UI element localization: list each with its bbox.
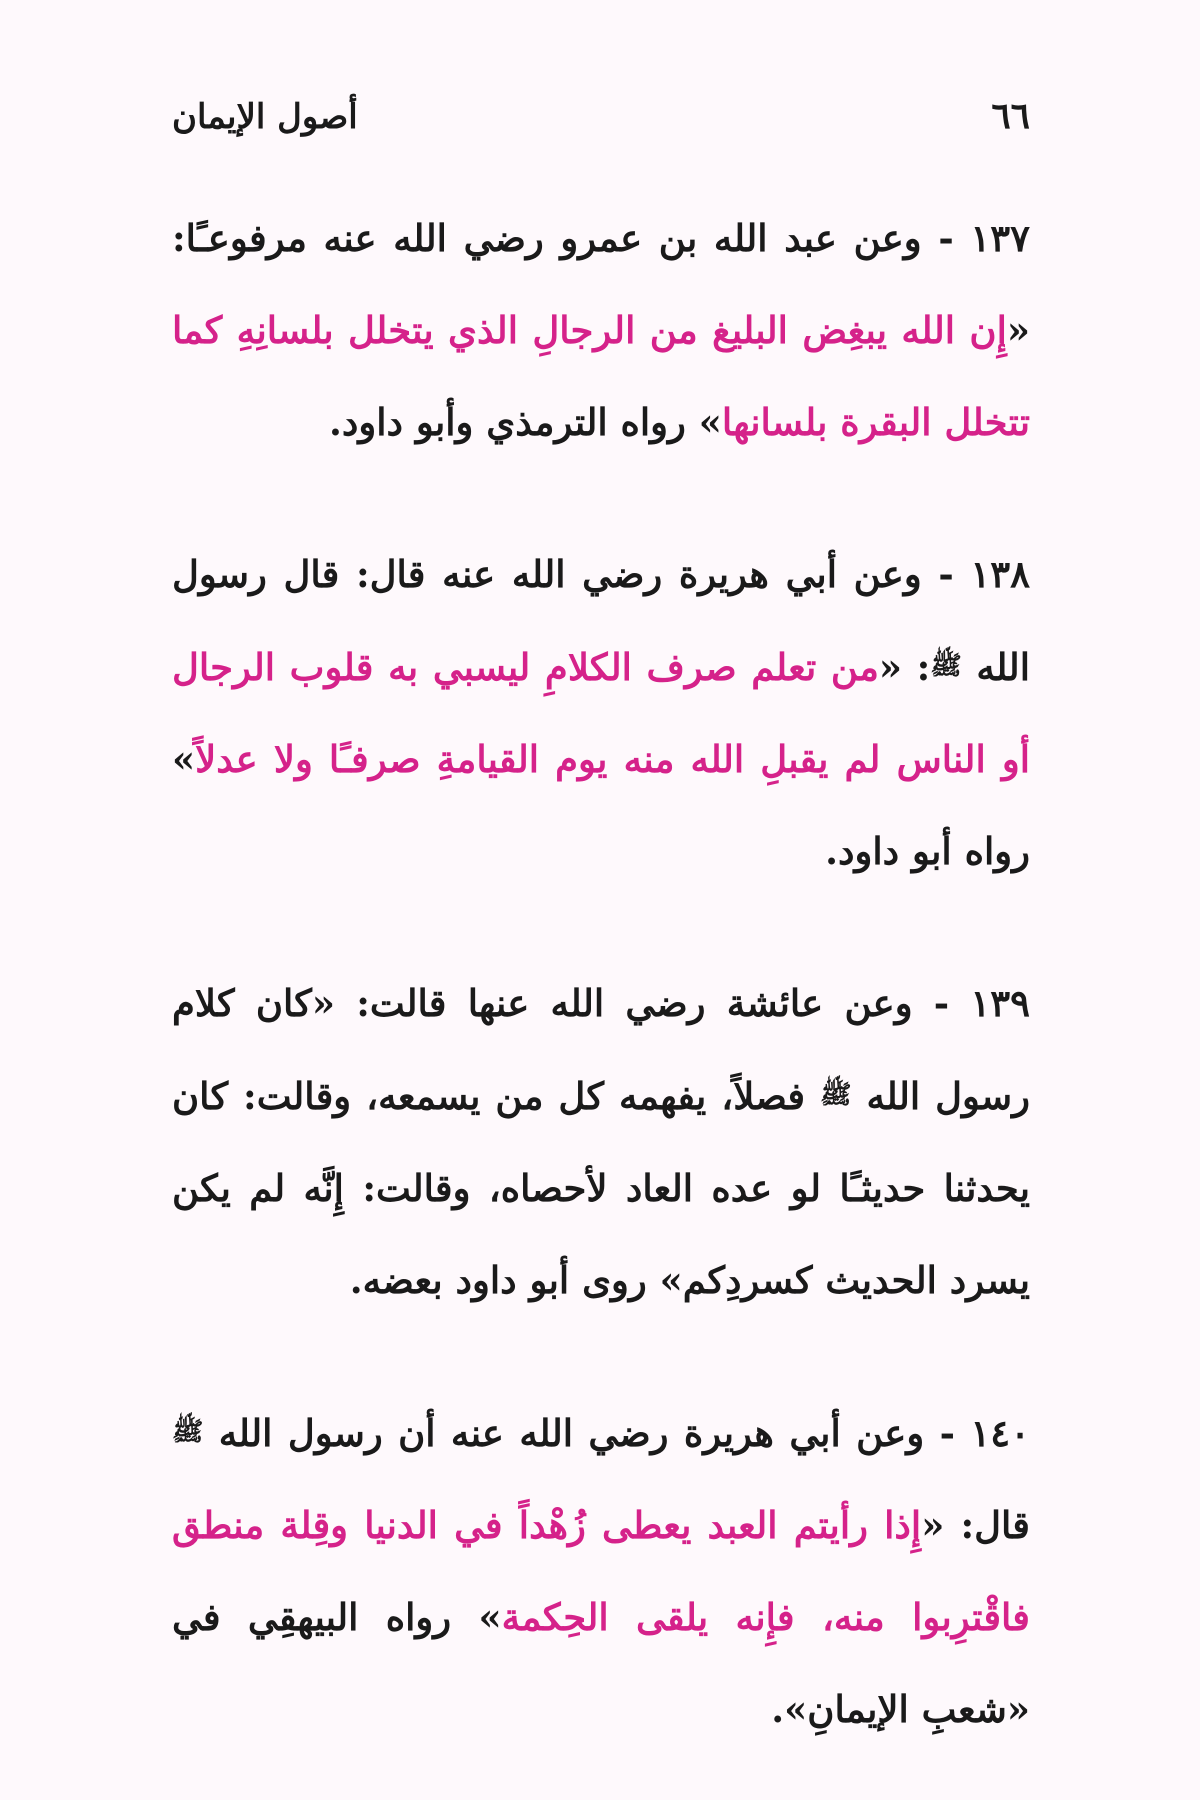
hadith-139	[172, 957, 1030, 1326]
hadith-138-after-salutation: : «	[878, 645, 931, 689]
sallallahu-glyph: ﷺ	[930, 651, 962, 681]
hadith-138-source: رواه أبو داود.	[825, 829, 1030, 873]
hadith-138	[172, 528, 1030, 897]
hadith-139-intro: ١٣٩ - وعن عائشة رضي الله عنها قالت: «كان كلام رسول الله	[172, 981, 1030, 1118]
hadith-138-quote-close: »	[172, 737, 196, 781]
hadith-140-quote-close: »	[478, 1595, 502, 1639]
page	[172, 95, 1030, 1745]
hadith-138-intro: ١٣٨ - وعن أبي هريرة رضي الله عنه قال: قال رسول الله	[172, 552, 1030, 689]
hadith-137-quote: إِن الله يبغِض البليغ من الرجالِ الذي يتخلل بلسانِهِ كما تتخلل البقرة بلسانها	[172, 308, 1030, 444]
hadith-139-text: فصلاً، يفهمه كل من يسمعه، وقالت: كان يحدثنا حديثـًا لو عده العاد لأحصاه، وقالت: إِنَّه لم يكن يسرد الحديث كسردِكم» روى أبو داود بعضه.	[172, 1074, 1030, 1302]
hadith-140-after-salutation: قال: «	[921, 1503, 1030, 1547]
hadith-140	[172, 1386, 1030, 1755]
sallallahu-glyph: ﷺ	[172, 1417, 204, 1447]
hadith-140-quote: إِذا رأيتم العبد يعطى زُهْداً في الدنيا وقِلة منطق فاقْترِبوا منه، فإِنه يلقى الحِكمة	[172, 1503, 1030, 1639]
hadith-137	[172, 192, 1030, 468]
book-title: أصول الإيمان	[172, 97, 358, 137]
hadith-137-intro: ١٣٧ - وعن عبد الله بن عمرو رضي الله عنه مرفوعـًا:	[172, 216, 1030, 260]
sallallahu-glyph: ﷺ	[820, 1080, 852, 1110]
hadith-137-quote-close: »	[698, 400, 722, 444]
page-number: ٦٦	[991, 95, 1030, 137]
page-header	[172, 95, 1030, 155]
hadith-140-source: رواه البيهقِي في «شعبِ الإيمانِ».	[172, 1595, 1030, 1731]
hadith-137-source: رواه الترمذي وأبو داود.	[328, 400, 699, 444]
hadith-137-quote-open: «	[1006, 308, 1030, 352]
hadith-140-intro: ١٤٠ - وعن أبي هريرة رضي الله عنه أن رسول الله	[203, 1411, 1030, 1455]
hadith-138-quote: من تعلم صرف الكلامِ ليسبي به قلوب الرجال أو الناس لم يقبلِ الله منه يوم القيامةِ صرفـًا ولا عدلاً	[172, 645, 1030, 781]
